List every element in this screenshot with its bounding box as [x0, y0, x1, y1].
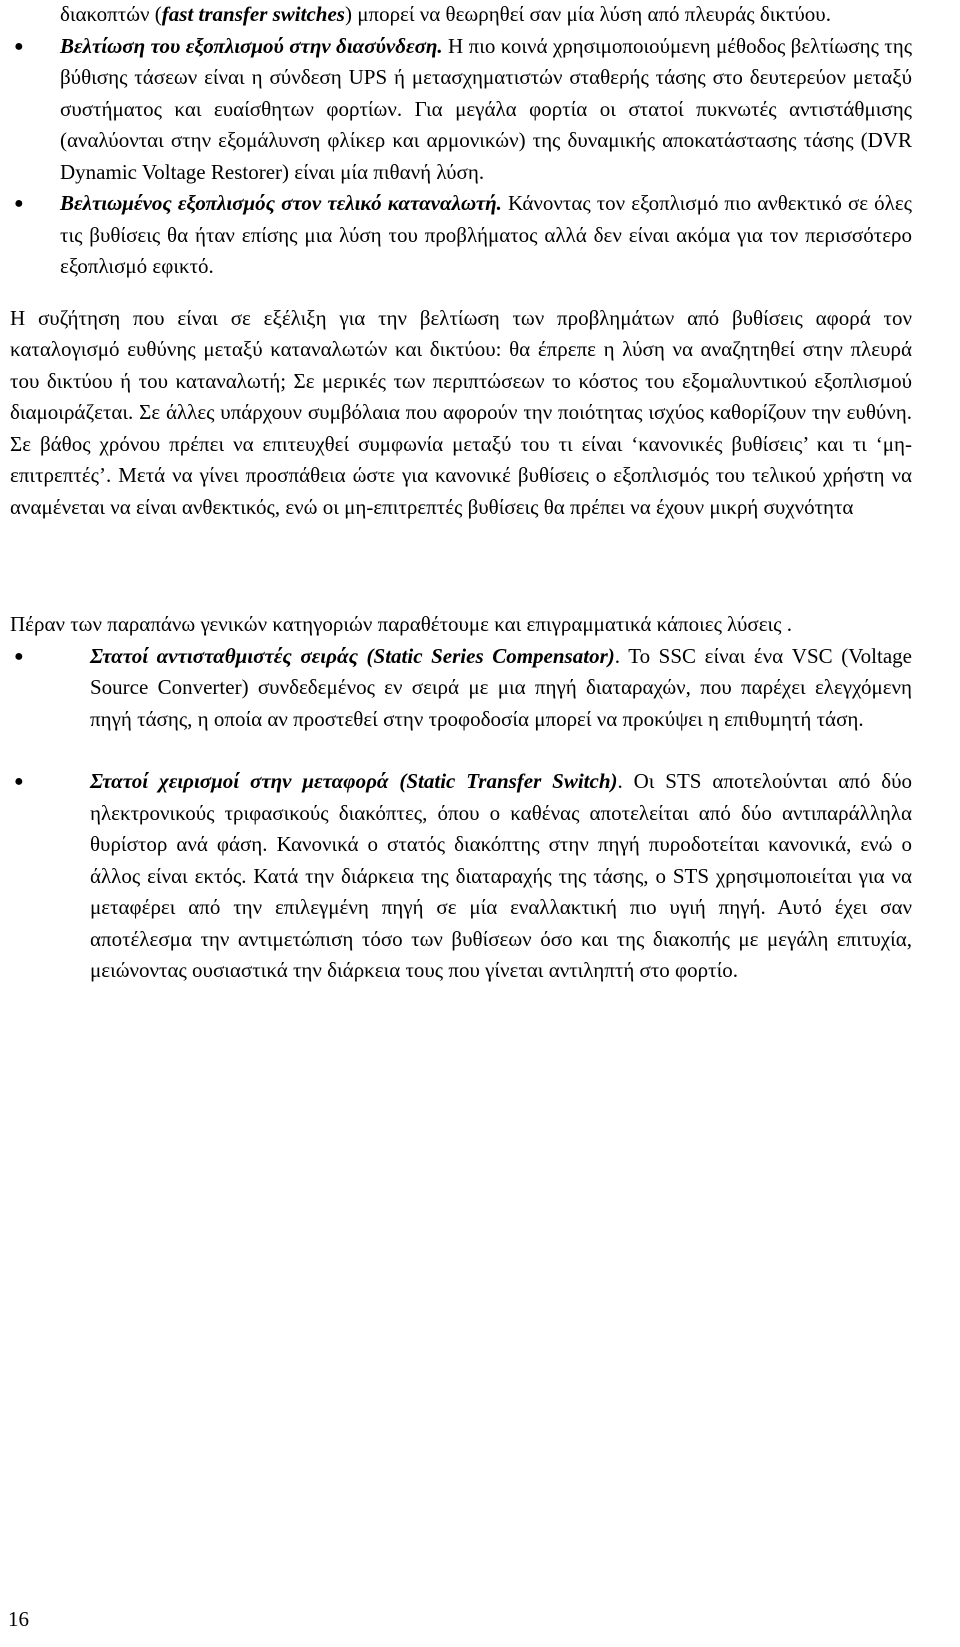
list-item-heading: Βελτιωμένος εξοπλισμός στον τελικό καταναλωτή. [60, 191, 502, 215]
bullet-icon: ● [14, 37, 24, 55]
list-item-heading: Βελτίωση του εξοπλισμού στην διασύνδεση. [60, 33, 443, 58]
page-content [10, 0, 913, 987]
continuation-post: ) μπορεί να θεωρηθεί σαν μία λύση από πλευράς δικτύου. [344, 2, 831, 26]
solution-heading: Στατοί χειρισμοί στην μεταφορά (Static Transfer Switch) [90, 769, 618, 793]
continuation-term: fast transfer switches [161, 2, 345, 26]
solution-item [10, 641, 912, 736]
bullet-icon: ● [14, 773, 24, 790]
list-item-text: Κάνοντας τον εξοπλισμό πιο ανθεκτικό σε όλες τις βυθίσεις θα ήταν επίσης μια λύση του προβλήματος αλλά δεν είναι ακόμα για τον περισσότερο εξοπλισμό εφικτό. [60, 191, 912, 278]
page-number: 16 [8, 1607, 29, 1631]
solution-text: . Οι STS αποτελούνται από δύο ηλεκτρονικούς τριφασικούς διακόπτες, όπου ο καθένας αποτελείται από δύο αντιπαράλληλα θυρίστορ ανά φάση. Κανονικά ο στατός διακόπτης στην πηγή πυροδοτείται κανονικά, ενώ ο άλλος είναι εκτός. Κατά την διάρκεια της διαταραχής της τάσης, ο STS χρησιμοποιείται για να μεταφέρει από την επιλεγμένη πηγή σε μία εναλλακτική πιο υγιή πηγή. Αυτό έχει σαν αποτέλεσμα την αντιμετώπιση τόσο των βυθίσεων όσο και της διακοπής με μεγάλη επιτυχία, μειώνοντας ουσιαστικά την διάρκεια τους που γίνεται αντιληπτή στο φορτίο. [90, 769, 912, 982]
continuation-text [30, 0, 912, 31]
solution-item [10, 766, 912, 987]
bullet-icon: ● [14, 195, 24, 212]
bullet-icon: ● [14, 647, 24, 665]
intro-paragraph: Πέραν των παραπάνω γενικών κατηγοριών παραθέτουμε και επιγραμματικά κάποιες λύσεις . [10, 612, 792, 636]
list-item-text: Η πιο κοινά χρησιμοποιούμενη μέθοδος βελτίωσης της βύθισης τάσεων είναι η σύνδεση UPS ή μετασχηματιστών σταθερής τάσης στο δευτερεύον μεταξύ συστήματος και ευαίσθητων φορτίων. Για μεγάλα φορτία οι στατοί πυκνωτές αντιστάθμισης (αναλύονται στην εξομάλυνση φλίκερ και αρμονικών) της δυναμικής αποκατάστασης τάσης (DVR Dynamic Voltage Restorer) είναι μία πιθανή λύση. [60, 33, 913, 184]
solution-heading: Στατοί αντισταθμιστές σειράς (Static Series Compensator) [90, 643, 615, 668]
list-item [10, 31, 912, 189]
discussion-paragraph: Η συζήτηση που είναι σε εξέλιξη για την βελτίωση των προβλημάτων από βυθίσεις αφορά τον καταλογισμό ευθύνης μεταξύ καταναλωτών και δικτύου: θα έπρεπε η λύση να αναζητηθεί στην πλευρά του δικτύου ή του καταναλωτή; Σε μερικές των περιπτώσεων το κόστος του εξομαλυντικού εξοπλισμού διαμοιράζεται. Σε άλλες υπάρχουν συμβόλαια που αφορούν την ποιότητας ισχύος καθορίζουν την ευθύνη. Σε βάθος χρόνου πρέπει να επιτευχθεί συμφωνία μεταξύ του τι είναι ‘κανονικές βυθίσεις’ και τι ‘μη-επιτρεπτές’. Μετά να γίνει προσπάθεια ώστε για κανονικέ βυθίσεις ο εξοπλισμός του τελικού χρήστη να αναμένεται να είναι ανθεκτικός, ενώ οι μη-επιτρεπτές βυθίσεις θα πρέπει να έχουν μικρή συχνότητα [10, 305, 912, 519]
continuation-pre: διακοπτών ( [60, 2, 162, 26]
list-item [10, 188, 912, 283]
solution-text: . Το SSC είναι ένα VSC (Voltage Source Converter) συνδεδεμένος εν σειρά με μια πηγή διαταραχών, που παρέχει ελεγχόμενη πηγή τάσης, η οποία αν προστεθεί στην τροφοδοσία μπορεί να προκύψει η επιθυμητή τάση. [90, 643, 912, 731]
